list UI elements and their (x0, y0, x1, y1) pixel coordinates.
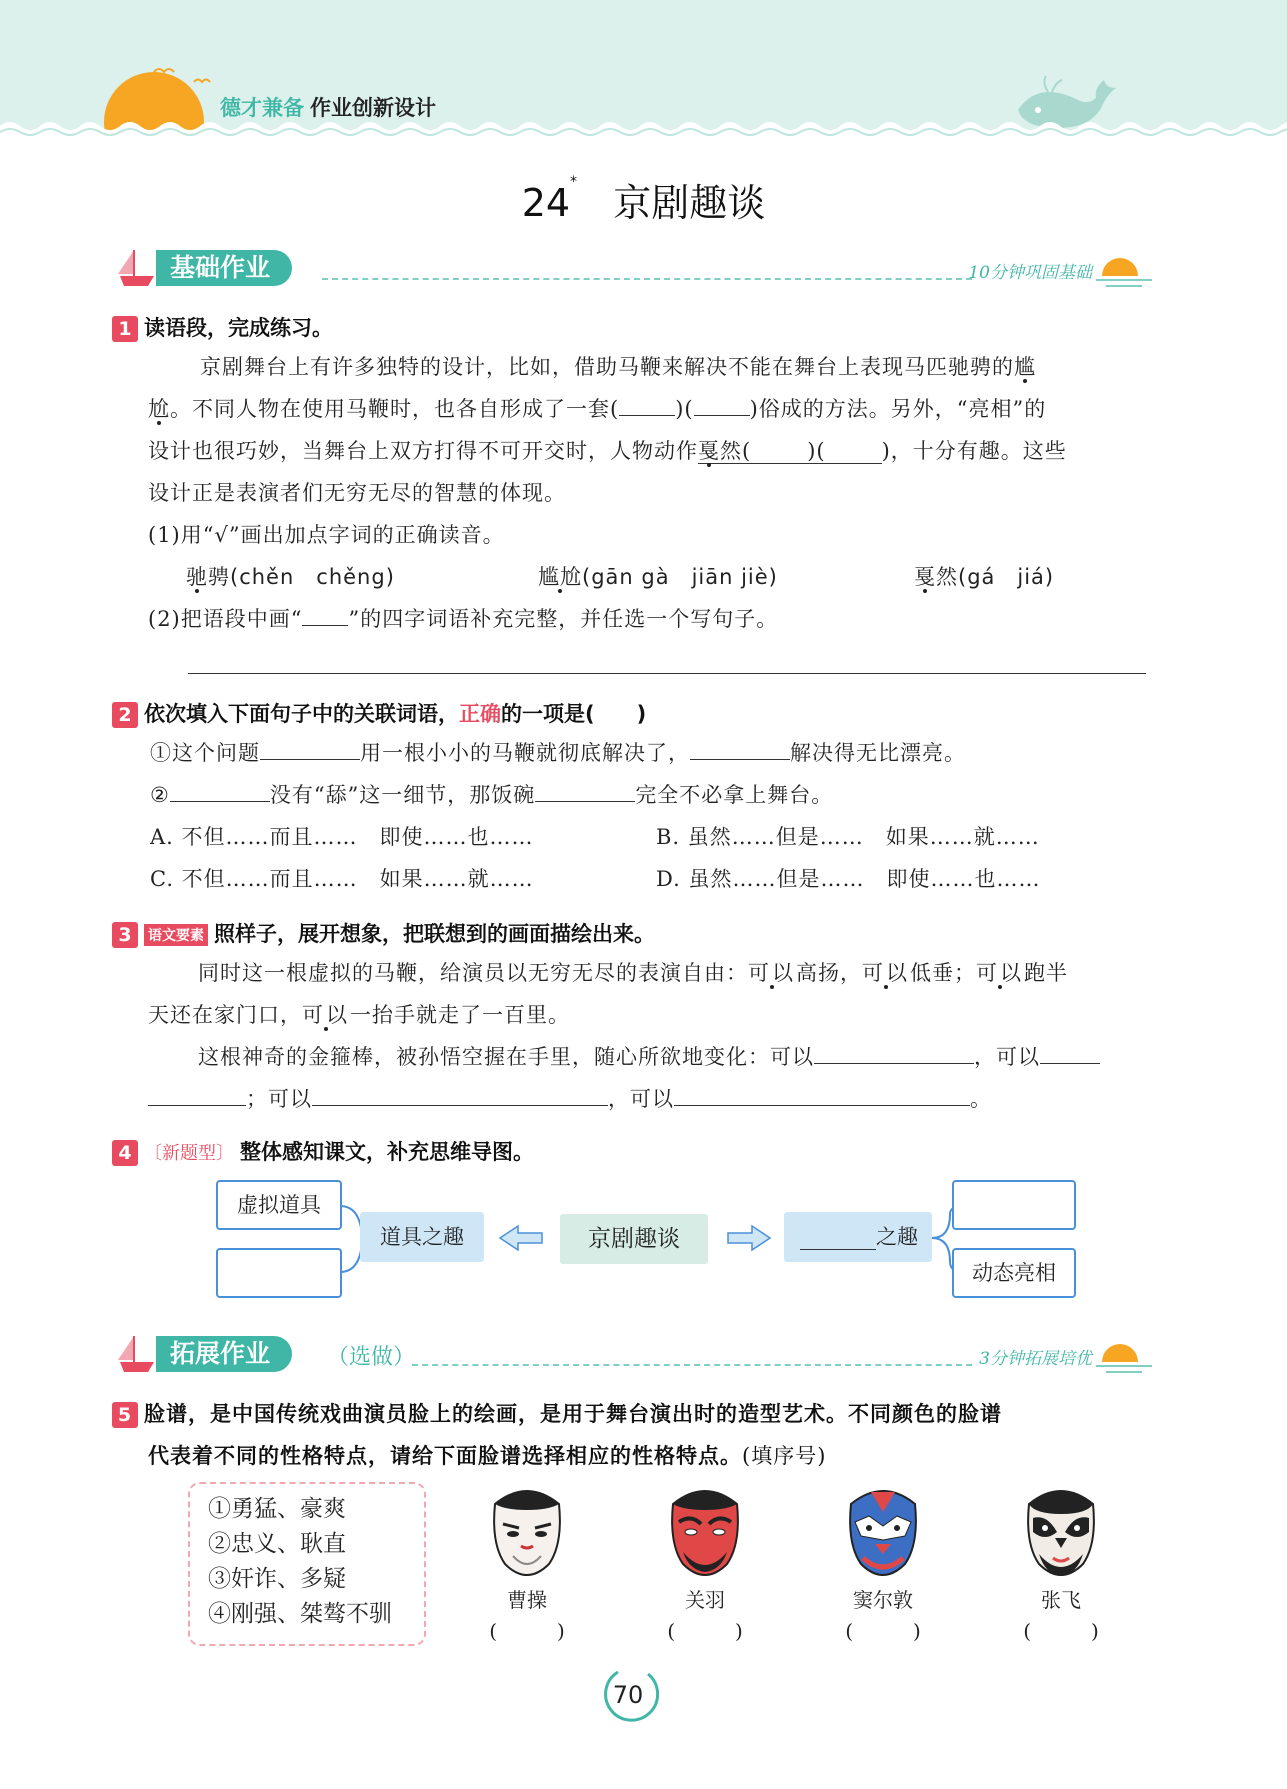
q4-number: 4 (112, 1140, 138, 1166)
q2-heading-b: 的一项是( ) (501, 702, 647, 726)
lesson-name: 京剧趣谈 (613, 181, 766, 225)
q4-badge: 〔新题型〕 (144, 1143, 234, 1164)
mindmap-left-mid: 道具之趣 (360, 1212, 484, 1262)
py3-char-b: 然 (936, 565, 958, 589)
q2-number: 2 (112, 702, 138, 728)
q1-heading-text: 读语段，完成练习。 (144, 316, 333, 340)
q1-p2c: )( (675, 397, 694, 421)
trait-option-4: ④刚强、桀骜不驯 (208, 1601, 392, 1627)
py2-options[interactable]: (gān gà jiān jiè) (582, 565, 778, 589)
q2-s1b: 用一根小小的马鞭就彻底解决了， (360, 741, 690, 765)
q4-heading-text: 整体感知课文，补充思维导图。 (240, 1140, 534, 1164)
q1-sub2b: ”的四字词语补充完整，并任选一个写句子。 (348, 607, 779, 631)
mindmap-left-bottom-blank[interactable] (216, 1248, 342, 1298)
arrow-left-icon (500, 1226, 542, 1250)
white-face-mask-icon (485, 1484, 569, 1580)
arrow-right-icon (728, 1226, 770, 1250)
q3-t2: ，可以 (974, 1045, 1040, 1069)
section-extend-label: 拓展作业 (156, 1336, 292, 1372)
q1-sub1: (1)用“√”画出加点字词的正确读音。 (148, 523, 505, 547)
mindmap-right-bottom: 动态亮相 (952, 1248, 1076, 1298)
q1-p3d: )，十分有趣。这些 (881, 439, 1067, 463)
q1-p3-dotted: 戛 (698, 439, 720, 463)
mindmap-right-mid (784, 1212, 932, 1262)
mask-guanyu-name: 关羽 (685, 1588, 725, 1612)
q2-heading-a: 依次填入下面句子中的关联词语， (144, 702, 459, 726)
q5-number: 5 (112, 1402, 138, 1428)
sunset-icon (1096, 1332, 1152, 1378)
q3-number: 3 (112, 922, 138, 948)
trait-options-box (188, 1482, 426, 1646)
q2-option-d[interactable]: D. 虽然……但是…… 即使……也…… (656, 867, 1041, 891)
mask-caocao-answer[interactable]: ( ) (489, 1619, 565, 1643)
q2-option-b[interactable]: B. 虽然……但是…… 如果……就…… (656, 825, 1040, 849)
q3-t3: ；可以 (246, 1087, 312, 1111)
py3-char-a: 戛 (914, 565, 936, 589)
q3-key-1: 可以 (748, 961, 796, 985)
section-extend-header (112, 1332, 1152, 1380)
trait-option-3: ③奸诈、多疑 (208, 1566, 346, 1592)
trait-option-2: ②忠义、耿直 (208, 1531, 346, 1557)
q2-s2c: 完全不必拿上舞台。 (635, 783, 834, 807)
mindmap-right-blank[interactable] (800, 1228, 876, 1250)
q3-ex1c: 低垂； (910, 961, 976, 985)
q1-p3b: ( (742, 439, 752, 463)
q1-p2d: )俗成的方法。另外，“亮相”的 (749, 397, 1047, 421)
mindmap-center: 京剧趣谈 (560, 1214, 708, 1264)
q3-t4: ，可以 (608, 1087, 674, 1111)
q3-key-3: 可以 (976, 961, 1024, 985)
lesson-mark: * (570, 174, 578, 190)
q3-ex2b: 一抬手就走了一百里。 (350, 1003, 570, 1027)
q5-heading-2 (148, 1440, 826, 1470)
mask-douerdun-answer[interactable]: ( ) (845, 1619, 921, 1643)
q3-t5: 。 (970, 1087, 992, 1111)
q2-s2b: 没有“舔”这一细节，那饭碗 (269, 783, 536, 807)
q5-heading-line-1: 脸谱，是中国传统戏曲演员脸上的绘画，是用于舞台演出时的造型艺术。不同颜色的脸谱 (144, 1402, 1002, 1426)
q3-key-2: 可以 (862, 961, 910, 985)
q3-key-4: 可以 (302, 1003, 350, 1027)
page-number: 70 (612, 1681, 644, 1709)
section-extend-optional: （选做） (327, 1345, 416, 1370)
q2-s1a: ①这个问题 (150, 741, 260, 765)
q1-p2-dotted: 尬 (148, 397, 170, 421)
mask-guanyu (650, 1484, 760, 1644)
series-title-a: 德才兼备 (220, 96, 304, 120)
section-basic-label: 基础作业 (156, 250, 292, 286)
blue-face-mask-icon (841, 1484, 925, 1580)
section-basic-tag: 10分钟巩固基础 (968, 263, 1092, 283)
q1-number: 1 (112, 316, 138, 342)
sailboat-icon (112, 1332, 158, 1378)
q1-p1-dotted: 尴 (1014, 355, 1036, 379)
mindmap-left-top: 虚拟道具 (216, 1180, 342, 1230)
q1-p3c: )( (807, 439, 826, 463)
q3-ex1d: 跑半 (1024, 961, 1068, 985)
mask-guanyu-answer[interactable]: ( ) (667, 1619, 743, 1643)
mindmap-right-top-blank[interactable] (952, 1180, 1076, 1230)
mindmap-right-mid-label: 之趣 (876, 1225, 918, 1249)
q1-p3-word-b: 然 (720, 439, 742, 463)
q5-heading-line-2: 代表着不同的性格特点，请给下面脸谱选择相应的性格特点。 (148, 1444, 742, 1468)
py1-char-a: 驰 (186, 565, 208, 589)
q3-ex1a: 同时这一根虚拟的马鞭，给演员以无穷无尽的表演自由： (198, 961, 748, 985)
red-face-mask-icon (663, 1484, 747, 1580)
q3-ex1b: 高扬， (796, 961, 862, 985)
q3-t1: 这根神奇的金箍棒，被孙悟空握在手里，随心所欲地变化：可以 (198, 1045, 814, 1069)
q1-p1: 京剧舞台上有许多独特的设计，比如，借助马鞭来解决不能在舞台上表现马匹驰骋的 (200, 355, 1014, 379)
q1-sub2a: (2)把语段中画“ (148, 607, 303, 631)
py1-options[interactable]: (chěn chěng) (230, 565, 395, 589)
py2-chars: 尴尬 (538, 565, 582, 589)
series-title-b: 作业创新设计 (310, 96, 436, 120)
section-divider (412, 1364, 972, 1366)
mask-caocao (472, 1484, 582, 1644)
q2-option-c[interactable]: C. 不但……而且…… 如果……就…… (150, 867, 534, 891)
q3-heading-text: 照样子，展开想象，把联想到的画面描绘出来。 (214, 922, 655, 946)
py3-options[interactable]: (gá jiá) (958, 565, 1055, 589)
mask-zhangfei (1006, 1484, 1116, 1644)
section-extend-tag: 3分钟拓展培优 (979, 1349, 1092, 1369)
q1-para-line-4: 设计正是表演者们无穷无尽的智慧的体现。 (148, 481, 566, 505)
mask-zhangfei-name: 张飞 (1041, 1588, 1081, 1612)
q5-heading-note: (填序号) (742, 1444, 827, 1468)
q2-heading-red: 正确 (459, 702, 501, 726)
q1-p3a: 设计也很巧妙，当舞台上双方打得不可开交时，人物动作 (148, 439, 698, 463)
mask-douerdun-name: 窦尔敦 (853, 1588, 913, 1612)
q2-s2a: ② (150, 783, 170, 807)
q2-option-a[interactable]: A. 不但……而且…… 即使……也…… (150, 825, 534, 849)
mask-caocao-name: 曹操 (507, 1588, 547, 1612)
q1-p2b: 。不同人物在使用马鞭时，也各自形成了一套( (170, 397, 620, 421)
q2-s1c: 解决得无比漂亮。 (790, 741, 966, 765)
q5-heading (112, 1398, 1002, 1428)
q3-ex2a: 天还在家门口， (148, 1003, 302, 1027)
mask-zhangfei-answer[interactable]: ( ) (1023, 1619, 1099, 1643)
mask-douerdun (828, 1484, 938, 1644)
lesson-number: 24 (521, 181, 571, 225)
trait-option-1: ①勇猛、豪爽 (208, 1496, 346, 1522)
q3-badge: 语文要素 (144, 924, 208, 946)
black-face-mask-icon (1019, 1484, 1103, 1580)
py1-char-b: 骋 (208, 565, 230, 589)
